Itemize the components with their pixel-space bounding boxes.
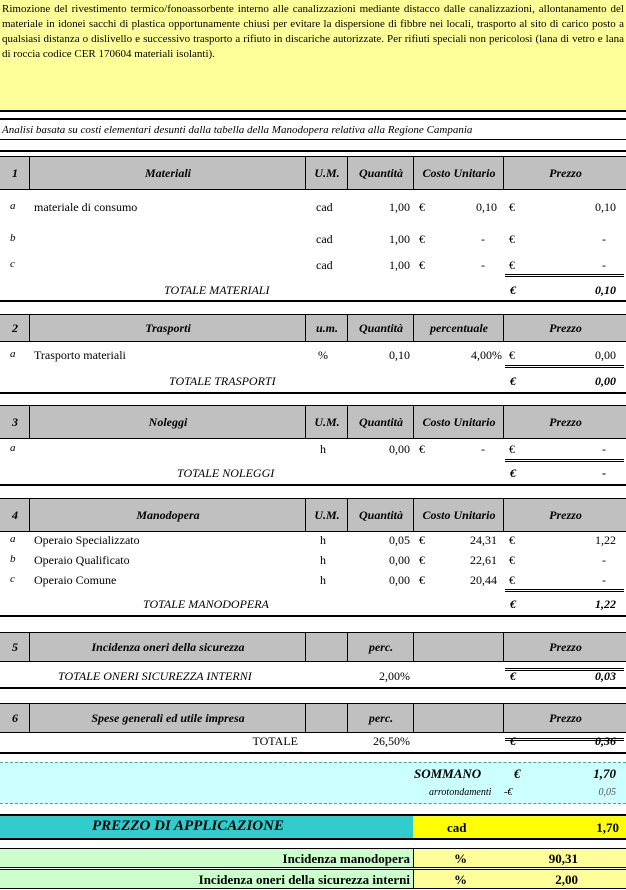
incidenza-um: % bbox=[454, 851, 467, 866]
incidenza-value: 2,00 bbox=[555, 872, 578, 887]
total-row-trasporti bbox=[0, 374, 626, 390]
row-desc: Operaio Specializzato bbox=[34, 533, 140, 547]
currency-symbol: € bbox=[419, 232, 425, 246]
analysis-note: Analisi basata su costi elementari desunti dalla tabella della Manodopera relativa alla Regione Campania bbox=[2, 124, 473, 136]
col-um: U.M. bbox=[305, 406, 348, 438]
currency-symbol: € bbox=[509, 573, 515, 587]
col-empty bbox=[413, 704, 504, 732]
currency-symbol: € bbox=[419, 553, 425, 567]
total-line bbox=[505, 365, 624, 368]
total-row-manodopera bbox=[0, 597, 626, 613]
row-letter: c bbox=[10, 573, 15, 585]
row-um: h bbox=[320, 573, 326, 587]
col-qty: Quantità bbox=[347, 157, 414, 189]
divider bbox=[0, 484, 626, 486]
section-header-sicurezza bbox=[0, 632, 626, 662]
row-qty: 0,00 bbox=[389, 442, 410, 456]
total-row-noleggi bbox=[0, 466, 626, 482]
section-header-noleggi bbox=[0, 405, 626, 439]
currency-symbol: € bbox=[509, 348, 515, 362]
table-row bbox=[0, 232, 626, 248]
total-label: TOTALE MATERIALI bbox=[164, 283, 270, 297]
row-um: cad bbox=[316, 200, 333, 214]
row-desc: Operaio Comune bbox=[34, 573, 117, 587]
row-qty: 1,00 bbox=[389, 232, 410, 246]
row-cost: 22,61 bbox=[470, 553, 497, 567]
col-price: Prezzo bbox=[503, 406, 626, 438]
incidenza-um: % bbox=[454, 872, 467, 887]
section-number: 5 bbox=[12, 639, 18, 654]
currency-symbol: € bbox=[419, 573, 425, 587]
divider bbox=[0, 615, 626, 617]
incidenza-label-cell bbox=[0, 849, 413, 867]
col-empty bbox=[413, 633, 504, 661]
row-letter: a bbox=[10, 348, 16, 360]
currency-symbol: € bbox=[509, 200, 515, 214]
table-row bbox=[0, 533, 626, 549]
row-qty: 1,00 bbox=[389, 258, 410, 272]
row-letter: a bbox=[10, 442, 16, 454]
total-row-sicurezza bbox=[0, 669, 626, 685]
sommano-box bbox=[0, 762, 626, 804]
prezzo-applicazione-bar bbox=[0, 814, 626, 840]
section-number: 6 bbox=[12, 710, 18, 725]
section-title: Spese generali ed utile impresa bbox=[29, 704, 306, 732]
total-label: TOTALE NOLEGGI bbox=[177, 466, 275, 480]
section-header-spese bbox=[0, 703, 626, 733]
col-percent: percentuale bbox=[413, 315, 504, 341]
row-qty: 0,10 bbox=[389, 348, 410, 362]
incidenza-value-cell bbox=[413, 849, 626, 867]
total-value: 0,03 bbox=[595, 669, 616, 683]
row-letter: c bbox=[10, 258, 15, 270]
col-price: Prezzo bbox=[503, 157, 626, 189]
divider bbox=[0, 300, 626, 302]
col-empty bbox=[305, 704, 348, 732]
table-row bbox=[0, 553, 626, 569]
currency-symbol: € bbox=[510, 669, 516, 683]
description-text: Rimozione del rivestimento termico/fonoassorbente interno alle canalizzazioni mediante distacco dalle canalizzazioni, allontanamento del materiale in idonei sacchi di plastica opportunamente chiusi per evitare la dispersione di fibbre nei locali, trasporto al sito di carico posto a qualsiasi distanza o dislivello e successivo trasporto a rifiuto in discariche autorizzate. Per rifiuti speciali non pericolosi (lana di vetro e lana di roccia codice CER 170604 materiali isolanti). bbox=[2, 3, 624, 60]
total-value: 1,22 bbox=[595, 597, 616, 611]
currency-symbol: € bbox=[419, 200, 425, 214]
currency-symbol: € bbox=[510, 734, 516, 748]
row-qty: 0,00 bbox=[389, 573, 410, 587]
row-price: - bbox=[602, 573, 606, 587]
incidenza-label: Incidenza manodopera bbox=[282, 851, 410, 866]
row-cost: 20,44 bbox=[470, 573, 497, 587]
row-um: cad bbox=[316, 232, 333, 246]
sommano-value: 1,70 bbox=[593, 766, 616, 781]
incidenza-row bbox=[0, 848, 626, 868]
col-perc: perc. bbox=[347, 633, 414, 661]
section-title: Trasporti bbox=[29, 315, 306, 341]
col-qty: Quantità bbox=[347, 315, 414, 341]
table-row bbox=[0, 348, 626, 364]
section-title: Manodopera bbox=[29, 499, 306, 531]
total-value: - bbox=[602, 466, 606, 480]
currency-symbol: € bbox=[509, 533, 515, 547]
row-price: - bbox=[602, 553, 606, 567]
table-row bbox=[0, 442, 626, 458]
row-cost: - bbox=[481, 232, 485, 246]
row-qty: 1,00 bbox=[389, 200, 410, 214]
row-price: - bbox=[602, 232, 606, 246]
table-row bbox=[0, 573, 626, 589]
row-um: h bbox=[320, 442, 326, 456]
divider bbox=[0, 752, 626, 754]
col-cost: Costo Unitario bbox=[413, 499, 504, 531]
row-um: h bbox=[320, 533, 326, 547]
row-qty: 0,00 bbox=[389, 553, 410, 567]
row-price: - bbox=[602, 258, 606, 272]
total-line bbox=[505, 459, 624, 462]
total-line bbox=[505, 589, 624, 592]
col-price: Prezzo bbox=[503, 315, 626, 341]
perc-value: 26,50% bbox=[373, 734, 410, 748]
col-cost: Costo Unitario bbox=[413, 157, 504, 189]
divider bbox=[0, 392, 626, 394]
col-empty bbox=[305, 633, 348, 661]
total-value: 0,36 bbox=[595, 734, 616, 748]
incidenza-value-cell bbox=[413, 870, 626, 888]
total-line bbox=[505, 274, 624, 277]
row-um: cad bbox=[316, 258, 333, 272]
applicazione-value: 1,70 bbox=[596, 820, 619, 835]
row-cost: 0,10 bbox=[476, 200, 497, 214]
row-desc: Trasporto materiali bbox=[34, 348, 126, 362]
currency-symbol: € bbox=[509, 553, 515, 567]
applicazione-um: cad bbox=[447, 820, 467, 835]
col-um: U.M. bbox=[305, 499, 348, 531]
total-row-materiali bbox=[0, 283, 626, 299]
col-um: u.m. bbox=[305, 315, 348, 341]
total-value: 0,10 bbox=[595, 283, 616, 297]
section-header-trasporti bbox=[0, 314, 626, 342]
section-number: 1 bbox=[12, 165, 18, 180]
currency-symbol: € bbox=[419, 533, 425, 547]
col-price: Prezzo bbox=[503, 704, 626, 732]
perc-value: 2,00% bbox=[379, 669, 410, 683]
col-qty: Quantità bbox=[347, 406, 414, 438]
section-number: 4 bbox=[12, 507, 18, 522]
rounding-currency: -€ bbox=[504, 787, 513, 798]
row-price: - bbox=[602, 442, 606, 456]
row-letter: b bbox=[10, 232, 16, 244]
row-cost: 24,31 bbox=[470, 533, 497, 547]
section-header-manodopera bbox=[0, 498, 626, 532]
section-title: Noleggi bbox=[29, 406, 306, 438]
total-label: TOTALE ONERI SICUREZZA INTERNI bbox=[58, 669, 252, 683]
row-um: % bbox=[318, 348, 328, 362]
row-letter: b bbox=[10, 553, 16, 565]
applicazione-value-cell bbox=[413, 816, 626, 838]
divider bbox=[0, 150, 626, 152]
section-title: Incidenza oneri della sicurezza bbox=[29, 633, 306, 661]
row-desc: materiale di consumo bbox=[34, 200, 138, 214]
currency-symbol: € bbox=[509, 258, 515, 272]
incidenza-row bbox=[0, 869, 626, 889]
total-label: TOTALE bbox=[252, 734, 298, 748]
row-desc: Operaio Qualificato bbox=[34, 553, 130, 567]
incidenza-label: Incidenza oneri della sicurezza interni bbox=[198, 872, 410, 887]
section-title: Materiali bbox=[29, 157, 306, 189]
row-letter: a bbox=[10, 533, 16, 545]
divider bbox=[0, 118, 626, 120]
section-number: 2 bbox=[12, 320, 18, 335]
divider bbox=[0, 139, 626, 140]
incidenza-label-cell bbox=[0, 870, 413, 888]
col-price: Prezzo bbox=[503, 633, 626, 661]
total-row-spese bbox=[0, 734, 626, 750]
currency-symbol: € bbox=[419, 258, 425, 272]
rounding-label: arrotondamenti bbox=[429, 787, 492, 798]
row-cost: - bbox=[481, 258, 485, 272]
applicazione-label-cell bbox=[0, 816, 413, 838]
total-label: TOTALE TRASPORTI bbox=[169, 374, 276, 388]
section-header-materiali bbox=[0, 156, 626, 190]
row-price: 0,10 bbox=[595, 200, 616, 214]
row-um: h bbox=[320, 553, 326, 567]
row-letter: a bbox=[10, 200, 16, 212]
currency-symbol: € bbox=[509, 442, 515, 456]
total-value: 0,00 bbox=[595, 374, 616, 388]
section-number: 3 bbox=[12, 414, 18, 429]
table-row bbox=[0, 258, 626, 274]
col-perc: perc. bbox=[347, 704, 414, 732]
sommano-label: SOMMANO bbox=[414, 766, 482, 781]
col-um: U.M. bbox=[305, 157, 348, 189]
col-price: Prezzo bbox=[503, 499, 626, 531]
description-box bbox=[0, 0, 626, 112]
total-label: TOTALE MANODOPERA bbox=[143, 597, 269, 611]
row-price: 0,00 bbox=[595, 348, 616, 362]
row-cost: - bbox=[481, 442, 485, 456]
currency-symbol: € bbox=[510, 597, 516, 611]
rounding-value: 0,05 bbox=[598, 787, 616, 798]
currency-symbol: € bbox=[510, 374, 516, 388]
table-row bbox=[0, 200, 626, 216]
currency-symbol: € bbox=[509, 232, 515, 246]
row-percent: 4,00% bbox=[471, 348, 502, 362]
currency-symbol: € bbox=[510, 283, 516, 297]
currency-symbol: € bbox=[419, 442, 425, 456]
currency-symbol: € bbox=[514, 766, 521, 781]
col-cost: Costo Unitario bbox=[413, 406, 504, 438]
incidenza-value: 90,31 bbox=[548, 851, 578, 866]
row-price: 1,22 bbox=[595, 533, 616, 547]
applicazione-label: PREZZO DI APPLICAZIONE bbox=[92, 818, 284, 834]
divider bbox=[0, 687, 626, 689]
currency-symbol: € bbox=[510, 466, 516, 480]
col-qty: Quantità bbox=[347, 499, 414, 531]
row-qty: 0,05 bbox=[389, 533, 410, 547]
